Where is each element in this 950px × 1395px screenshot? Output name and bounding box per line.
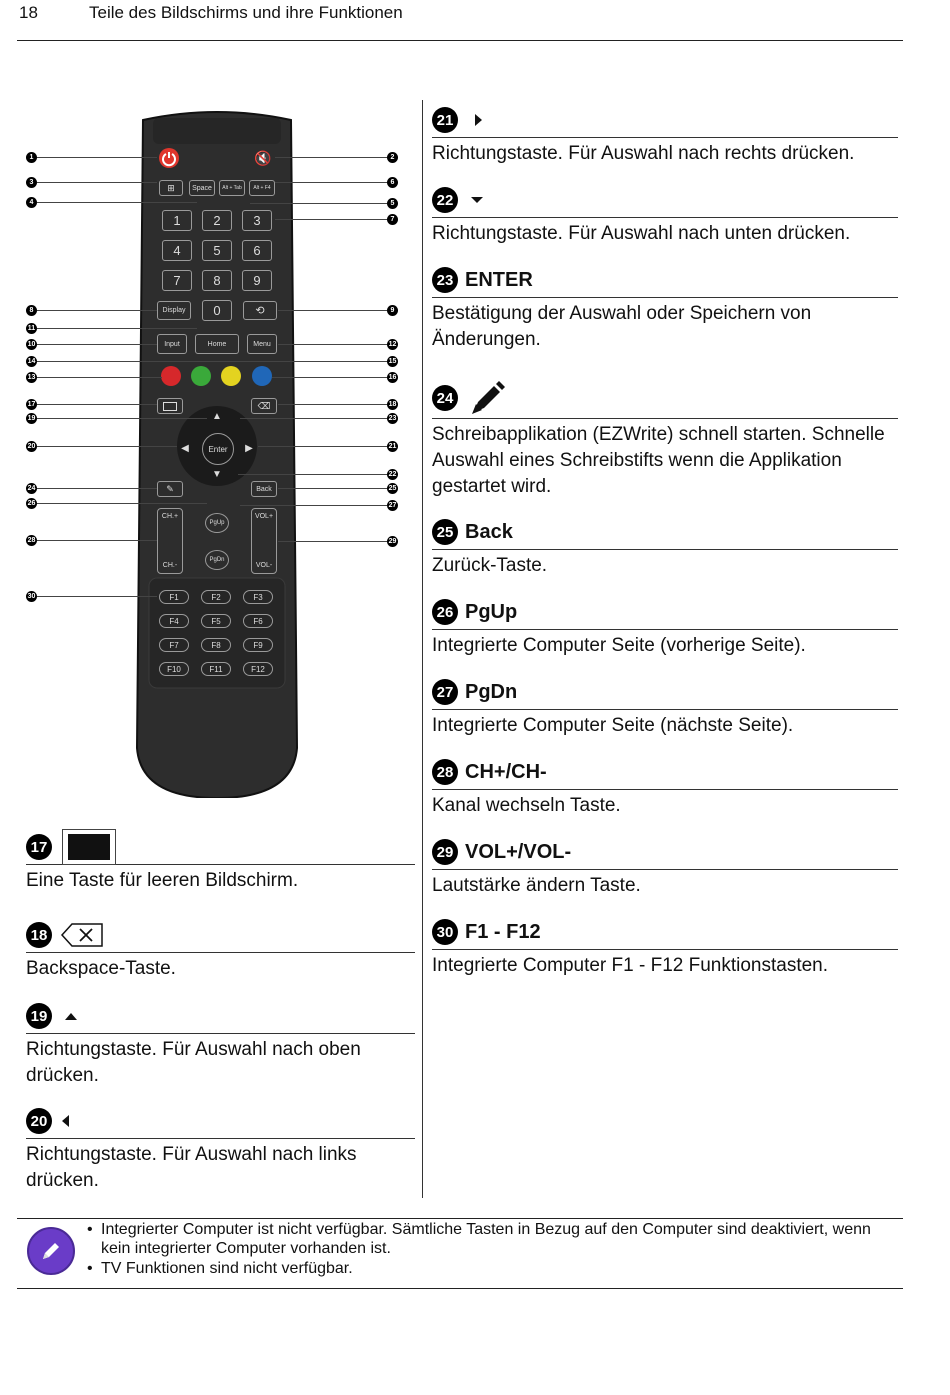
callout-marker: 24 xyxy=(27,485,36,492)
entry-description: Integrierte Computer F1 - F12 Funktionstasten. xyxy=(432,955,829,976)
display-button[interactable]: Display xyxy=(157,301,191,320)
vol-minus-label: VOL- xyxy=(255,562,273,569)
back-button[interactable]: Back xyxy=(251,481,277,497)
entry-label: PgUp xyxy=(465,600,518,623)
blank-screen-button[interactable] xyxy=(157,398,183,414)
arrow-left-icon: ◀ xyxy=(181,442,189,454)
f6-button[interactable]: F6 xyxy=(243,614,273,628)
callout-line xyxy=(37,182,157,183)
arrow-up-icon: ▲ xyxy=(212,410,222,422)
recall-icon: ⟲ xyxy=(255,305,265,317)
number-button-1[interactable]: 1 xyxy=(162,210,192,231)
callout-marker: 10 xyxy=(27,341,36,348)
note-pencil-icon xyxy=(27,1227,75,1275)
note-item: • Integrierter Computer ist nicht verfügbar. Sämtliche Tasten in Bezug auf den Computer sind deaktiviert, wenn kein integrierter Computer vorhanden ist. xyxy=(87,1220,903,1258)
number-button-8[interactable]: 8 xyxy=(202,270,232,291)
power-icon xyxy=(159,148,179,168)
entry-description: Integrierte Computer Seite (vorherige Seite). xyxy=(432,635,806,656)
f12-button[interactable]: F12 xyxy=(243,662,273,676)
mute-button[interactable] xyxy=(251,148,275,168)
ch-plus-label: CH.+ xyxy=(161,513,179,520)
arrow-down-icon xyxy=(470,195,484,205)
entry-number-badge: 30 xyxy=(432,919,458,945)
f5-button[interactable]: F5 xyxy=(201,614,231,628)
entry-description: Richtungstaste. Für Auswahl nach oben drücken. xyxy=(26,1039,361,1086)
channel-rocker[interactable] xyxy=(157,508,183,574)
callout-marker: 20 xyxy=(27,443,36,450)
entry-21 xyxy=(432,103,898,167)
right-button[interactable] xyxy=(241,438,257,458)
entry-title xyxy=(26,918,415,953)
callout-marker: 14 xyxy=(27,358,36,365)
entry-label: CH+/CH- xyxy=(465,760,547,783)
entry-number-badge: 25 xyxy=(432,519,458,545)
alt-tab-button[interactable]: Alt + Tab xyxy=(219,180,245,196)
number-button-6[interactable]: 6 xyxy=(242,240,272,261)
entry-description: Bestätigung der Auswahl oder Speichern von Änderungen. xyxy=(432,303,812,350)
callout-line xyxy=(278,404,387,405)
f8-button[interactable]: F8 xyxy=(201,638,231,652)
windows-button[interactable] xyxy=(159,180,183,196)
entry-30 xyxy=(432,915,898,979)
entry-title xyxy=(26,830,415,865)
note-box xyxy=(17,1218,903,1289)
pen-icon: ✎ xyxy=(166,483,174,494)
number-button-4[interactable]: 4 xyxy=(162,240,192,261)
pen-icon xyxy=(468,380,506,416)
callout-marker: 4 xyxy=(26,197,37,208)
entry-title xyxy=(26,999,415,1034)
callout-line xyxy=(275,157,387,158)
entry-description: Kanal wechseln Taste. xyxy=(432,795,621,816)
red-button[interactable] xyxy=(161,366,181,386)
entry-label: F1 - F12 xyxy=(465,920,541,943)
f10-button[interactable]: F10 xyxy=(159,662,189,676)
vol-plus-label: VOL+ xyxy=(254,513,274,520)
callout-marker: 16 xyxy=(388,374,397,381)
entry-title xyxy=(432,835,898,870)
callout-marker: 2 xyxy=(387,152,398,163)
callout-marker: 7 xyxy=(387,214,398,225)
down-button[interactable] xyxy=(205,466,229,482)
callout-line xyxy=(37,404,157,405)
blank-screen-icon xyxy=(163,402,177,411)
callout-line xyxy=(37,361,227,362)
entry-description: Richtungstaste. Für Auswahl nach links drücken. xyxy=(26,1144,357,1191)
entry-label: VOL+/VOL- xyxy=(465,840,572,863)
entry-number-badge: 28 xyxy=(432,759,458,785)
callout-marker: 1 xyxy=(26,152,37,163)
callout-marker: 13 xyxy=(27,374,36,381)
callout-line xyxy=(37,540,157,541)
callout-marker: 22 xyxy=(388,471,397,478)
entry-29 xyxy=(432,835,898,899)
entry-description: Integrierte Computer Seite (nächste Seite). xyxy=(432,715,794,736)
f3-button[interactable]: F3 xyxy=(243,590,273,604)
entry-title xyxy=(432,263,898,298)
callout-line xyxy=(272,377,387,378)
entry-number-badge: 27 xyxy=(432,679,458,705)
entry-description: Backspace-Taste. xyxy=(26,958,176,979)
callout-line xyxy=(278,488,387,489)
entry-22 xyxy=(432,183,898,247)
number-button-0[interactable]: 0 xyxy=(202,300,232,321)
callout-line xyxy=(240,418,387,419)
callout-line xyxy=(275,182,387,183)
callout-line xyxy=(37,488,157,489)
volume-rocker[interactable] xyxy=(251,508,277,574)
left-button[interactable] xyxy=(177,438,193,458)
backspace-button[interactable] xyxy=(251,398,277,414)
entry-number-badge: 29 xyxy=(432,839,458,865)
recall-button[interactable] xyxy=(243,301,277,320)
entry-description: Lautstärke ändern Taste. xyxy=(432,875,641,896)
entry-number-badge: 23 xyxy=(432,267,458,293)
power-button[interactable] xyxy=(159,148,179,168)
callout-marker: 11 xyxy=(27,325,36,332)
blank-screen-icon xyxy=(62,829,116,865)
callout-marker: 29 xyxy=(388,538,397,545)
number-button-5[interactable]: 5 xyxy=(202,240,232,261)
entry-17 xyxy=(26,830,415,894)
callout-marker: 18 xyxy=(388,401,397,408)
callout-line xyxy=(238,474,387,475)
pgdn-button[interactable]: PgDn xyxy=(205,550,229,570)
space-button[interactable]: Space xyxy=(189,180,215,196)
callout-marker: 26 xyxy=(27,500,36,507)
entry-description: Richtungstaste. Für Auswahl nach rechts drücken. xyxy=(432,143,855,164)
entry-label: ENTER xyxy=(465,268,533,291)
entry-title xyxy=(432,755,898,790)
f11-button[interactable]: F11 xyxy=(201,662,231,676)
entry-number-badge: 21 xyxy=(432,107,458,133)
ezwrite-button[interactable] xyxy=(157,481,183,497)
arrow-right-icon: ▶ xyxy=(245,442,253,454)
callout-marker: 19 xyxy=(27,415,36,422)
backspace-icon: ⌫ xyxy=(257,400,271,411)
page-title: Teile des Bildschirms und ihre Funktionen xyxy=(89,3,403,22)
entry-title xyxy=(432,915,898,950)
callout-line xyxy=(37,310,157,311)
callout-marker: 25 xyxy=(388,485,397,492)
callout-marker: 3 xyxy=(26,177,37,188)
callout-marker: 23 xyxy=(388,415,397,422)
callout-line xyxy=(37,328,197,329)
entry-number-badge: 18 xyxy=(26,922,52,948)
callout-marker: 15 xyxy=(388,358,397,365)
callout-line xyxy=(37,418,207,419)
f1-button[interactable]: F1 xyxy=(159,590,189,604)
alt-f4-button[interactable]: Alt + F4 xyxy=(249,180,275,196)
f4-button[interactable]: F4 xyxy=(159,614,189,628)
entry-label: Back xyxy=(465,520,513,543)
callout-line xyxy=(37,157,157,158)
pencil-icon xyxy=(39,1239,63,1263)
arrow-up-icon xyxy=(64,1011,78,1021)
callout-line xyxy=(278,541,387,542)
entry-26 xyxy=(432,595,898,659)
callout-marker: 27 xyxy=(388,502,397,509)
callout-marker: 17 xyxy=(27,401,36,408)
entry-number-badge: 22 xyxy=(432,187,458,213)
callout-line xyxy=(250,203,387,204)
ch-minus-label: CH.- xyxy=(162,562,178,569)
pgup-button[interactable]: PgUp xyxy=(205,513,229,533)
callout-line xyxy=(37,344,157,345)
entry-25 xyxy=(432,515,898,579)
entry-number-badge: 24 xyxy=(432,385,458,411)
entry-description: Schreibapplikation (EZWrite) schnell starten. Schnelle Auswahl eines Schreibstifts wenn die Applikation gestartet wird. xyxy=(432,424,885,497)
home-button[interactable]: Home xyxy=(195,334,239,354)
arrow-down-icon: ▼ xyxy=(212,468,222,480)
callout-line xyxy=(37,503,207,504)
entry-title xyxy=(432,103,898,138)
entry-title xyxy=(26,1104,415,1139)
entry-24 xyxy=(432,378,898,500)
column-divider xyxy=(422,100,423,1198)
entry-number-badge: 19 xyxy=(26,1003,52,1029)
entry-title xyxy=(432,378,898,419)
f2-button[interactable]: F2 xyxy=(201,590,231,604)
entry-title xyxy=(432,595,898,630)
windows-icon: ⊞ xyxy=(167,182,175,193)
callout-line xyxy=(275,219,387,220)
entry-28 xyxy=(432,755,898,819)
callout-marker: 5 xyxy=(387,198,398,209)
callout-line xyxy=(278,310,387,311)
callout-marker: 12 xyxy=(388,341,397,348)
entry-19 xyxy=(26,999,415,1089)
number-button-9[interactable]: 9 xyxy=(242,270,272,291)
callout-line xyxy=(278,344,387,345)
arrow-left-icon xyxy=(60,1114,70,1128)
menu-button[interactable]: Menu xyxy=(247,334,277,354)
entry-number-badge: 26 xyxy=(432,599,458,625)
callout-line xyxy=(37,446,177,447)
entry-description: Zurück-Taste. xyxy=(432,555,548,576)
callout-marker: 30 xyxy=(27,593,36,600)
entry-23 xyxy=(432,263,898,353)
callout-line xyxy=(37,596,157,597)
arrow-right-icon xyxy=(474,113,484,127)
f9-button[interactable]: F9 xyxy=(243,638,273,652)
note-list xyxy=(87,1219,903,1278)
entry-27 xyxy=(432,675,898,739)
page-header xyxy=(17,0,903,41)
entry-20 xyxy=(26,1104,415,1194)
number-button-3[interactable]: 3 xyxy=(242,210,272,231)
entry-description: Richtungstaste. Für Auswahl nach unten drücken. xyxy=(432,223,851,244)
entry-description: Eine Taste für leeren Bildschirm. xyxy=(26,870,299,891)
callout-line xyxy=(258,446,387,447)
callout-marker: 8 xyxy=(26,305,37,316)
note-item: • TV Funktionen sind nicht verfügbar. xyxy=(87,1259,903,1278)
up-button[interactable] xyxy=(205,408,229,424)
entry-number-badge: 20 xyxy=(26,1108,52,1134)
callout-line xyxy=(200,361,387,362)
f7-button[interactable]: F7 xyxy=(159,638,189,652)
number-button-7[interactable]: 7 xyxy=(162,270,192,291)
page-number: 18 xyxy=(19,3,38,22)
input-button[interactable]: Input xyxy=(157,334,187,354)
yellow-button[interactable] xyxy=(221,366,241,386)
callout-line xyxy=(240,505,387,506)
callout-line xyxy=(37,202,197,203)
number-button-2[interactable]: 2 xyxy=(202,210,232,231)
mute-icon: 🔇 xyxy=(254,149,272,166)
backspace-icon xyxy=(60,922,104,948)
entry-number-badge: 17 xyxy=(26,834,52,860)
entry-18 xyxy=(26,918,415,982)
entry-title xyxy=(432,675,898,710)
remote-control xyxy=(135,108,299,798)
entry-title xyxy=(432,183,898,218)
green-button[interactable] xyxy=(191,366,211,386)
callout-marker: 6 xyxy=(387,177,398,188)
entry-label: PgDn xyxy=(465,680,518,703)
enter-button[interactable]: Enter xyxy=(202,433,234,465)
callout-line xyxy=(37,377,162,378)
callout-marker: 9 xyxy=(387,305,398,316)
callout-marker: 28 xyxy=(27,537,36,544)
callout-marker: 21 xyxy=(388,443,397,450)
blue-button[interactable] xyxy=(252,366,272,386)
entry-title xyxy=(432,515,898,550)
